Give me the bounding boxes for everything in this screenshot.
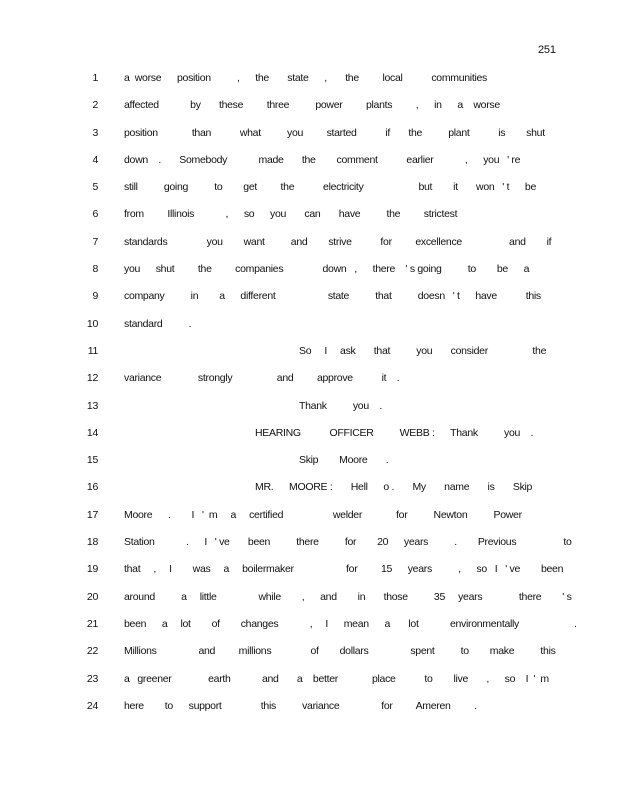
line-text: Moore . I ' m a certified welder for Newton Power (124, 508, 522, 521)
page-number: 251 (538, 44, 556, 56)
line-number: 5 (92, 181, 98, 194)
transcript-body (0, 69, 618, 724)
line-text: down . Somebody made the comment earlier , you ' re (124, 153, 521, 166)
line-text: standards you want and strive for excellence and if (124, 235, 552, 248)
line-text: HEARING OFFICER WEBB : Thank you . (255, 426, 534, 439)
transcript-line (0, 124, 618, 151)
transcript-line (0, 315, 618, 342)
line-text: still going to get the electricity but it won ' t be (124, 181, 536, 194)
line-number: 1 (92, 72, 98, 84)
line-number: 22 (86, 645, 98, 658)
transcript-line (0, 642, 618, 669)
transcript-line (0, 369, 618, 396)
line-number: 10 (86, 317, 98, 330)
line-number: 19 (86, 563, 98, 576)
line-text: MR. MOORE : Hell o . My name is Skip (255, 481, 533, 494)
line-number: 15 (86, 454, 98, 467)
line-number: 3 (92, 126, 98, 139)
transcript-line (0, 697, 618, 724)
line-number: 4 (92, 153, 98, 166)
line-text: Skip Moore . (299, 454, 389, 467)
line-text: position than what you started if the plant is shut (124, 126, 545, 139)
line-number: 11 (87, 344, 98, 357)
transcript-line (0, 233, 618, 260)
transcript-line (0, 151, 618, 178)
line-number: 6 (92, 208, 98, 221)
transcript-line (0, 615, 618, 642)
line-text: Millions and millions of dollars spent to make this (124, 645, 556, 658)
line-text: variance strongly and approve it . (124, 372, 400, 385)
transcript-line (0, 670, 618, 697)
line-number: 18 (86, 536, 98, 549)
line-text: from Illinois , so you can have the strictest (124, 208, 458, 221)
line-text: affected by these three power plants , in a worse (124, 99, 500, 112)
line-text: been a lot of changes , I mean a lot environmentally . (124, 617, 577, 630)
line-number: 8 (92, 263, 98, 276)
transcript-line (0, 533, 618, 560)
transcript-line (0, 287, 618, 314)
line-number: 12 (86, 372, 98, 385)
line-text: Station . I ' ve been there for 20 years . Previous to (124, 536, 572, 549)
line-text: a greener earth and a better place to live , so I ' m (124, 672, 549, 685)
line-number: 2 (92, 99, 98, 112)
line-text: Thank you . (299, 399, 382, 412)
line-number: 23 (86, 672, 98, 685)
transcript-line (0, 506, 618, 533)
transcript-line (0, 69, 618, 96)
line-number: 24 (86, 699, 98, 712)
transcript-line (0, 397, 618, 424)
transcript-line (0, 424, 618, 451)
line-text: around a little while , and in those 35 years there ' s (124, 590, 572, 603)
line-text: So I ask that you consider the (299, 344, 547, 357)
transcript-line (0, 451, 618, 478)
line-number: 9 (92, 290, 98, 303)
line-text: here to support this variance for Ameren . (124, 699, 477, 712)
line-number: 20 (86, 590, 98, 603)
line-number: 17 (86, 508, 98, 521)
line-number: 21 (86, 617, 98, 630)
line-text: you shut the companies down , there ' s going to be a (124, 263, 530, 276)
line-text: that , I was a boilermaker for 15 years , so I ' ve been (124, 563, 564, 576)
line-number: 13 (86, 399, 98, 412)
transcript-line (0, 205, 618, 232)
transcript-line (0, 260, 618, 287)
transcript-line (0, 96, 618, 123)
line-text: a worse position , the state , the local communities (124, 72, 487, 84)
line-text: standard . (124, 317, 192, 330)
line-number: 7 (92, 235, 98, 248)
line-text: company in a different state that doesn ' t have this (124, 290, 541, 303)
line-number: 16 (86, 481, 98, 494)
transcript-line (0, 560, 618, 587)
transcript-line (0, 178, 618, 205)
transcript-line (0, 588, 618, 615)
transcript-line (0, 478, 618, 505)
line-number: 14 (86, 426, 98, 439)
transcript-line (0, 342, 618, 369)
